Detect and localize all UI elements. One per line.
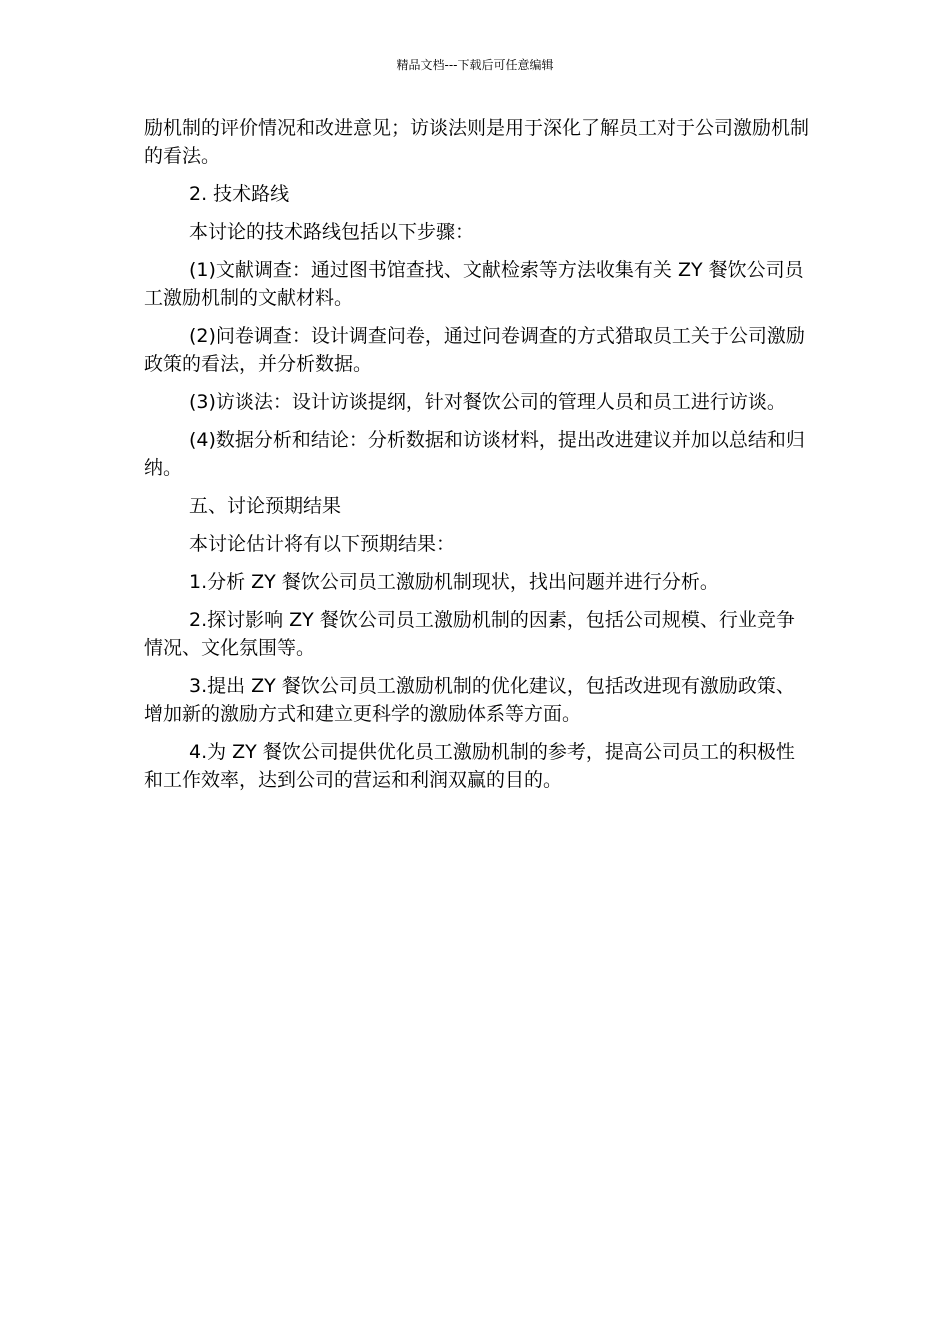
list-item-result-4: 4.为 ZY 餐饮公司提供优化员工激励机制的参考，提高公司员工的积极性和工作效率，达到公司的营运和利润双赢的目的。 <box>144 741 795 791</box>
list-item-questionnaire: (2)问卷调查：设计调查问卷，通过问卷调查的方式猎取员工关于公司激励政策的看法，并分析数据。 <box>144 325 805 375</box>
list-item-result-1: 1.分析 ZY 餐饮公司员工激励机制现状，找出问题并进行分析。 <box>189 571 719 593</box>
paragraph-continuation: 励机制的评价情况和改进意见；访谈法则是用于深化了解员工对于公司激励机制的看法。 <box>144 117 810 167</box>
list-item-result-3: 3.提出 ZY 餐饮公司员工激励机制的优化建议，包括改进现有激励政策、增加新的激励方式和建立更科学的激励体系等方面。 <box>144 675 795 725</box>
list-item-literature-survey: (1)文献调查：通过图书馆查找、文献检索等方法收集有关 ZY 餐饮公司员工激励机制的文献材料。 <box>144 259 804 309</box>
paragraph-results-intro: 本讨论估计将有以下预期结果： <box>189 533 456 555</box>
list-item-interview: (3)访谈法：设计访谈提纲，针对餐饮公司的管理人员和员工进行访谈。 <box>189 391 786 413</box>
page-header: 精品文档---下载后可任意编辑 <box>396 58 554 72</box>
section-heading-expected-results: 五、讨论预期结果 <box>189 495 342 517</box>
list-item-result-2: 2.探讨影响 ZY 餐饮公司员工激励机制的因素，包括公司规模、行业竞争情况、文化氛围等。 <box>144 609 795 659</box>
document-body <box>144 114 809 804</box>
section-heading-technical-route: 2. 技术路线 <box>189 183 290 205</box>
list-item-data-analysis: (4)数据分析和结论：分析数据和访谈材料，提出改进建议并加以总结和归纳。 <box>144 429 805 479</box>
paragraph-route-intro: 本讨论的技术路线包括以下步骤： <box>189 221 475 243</box>
